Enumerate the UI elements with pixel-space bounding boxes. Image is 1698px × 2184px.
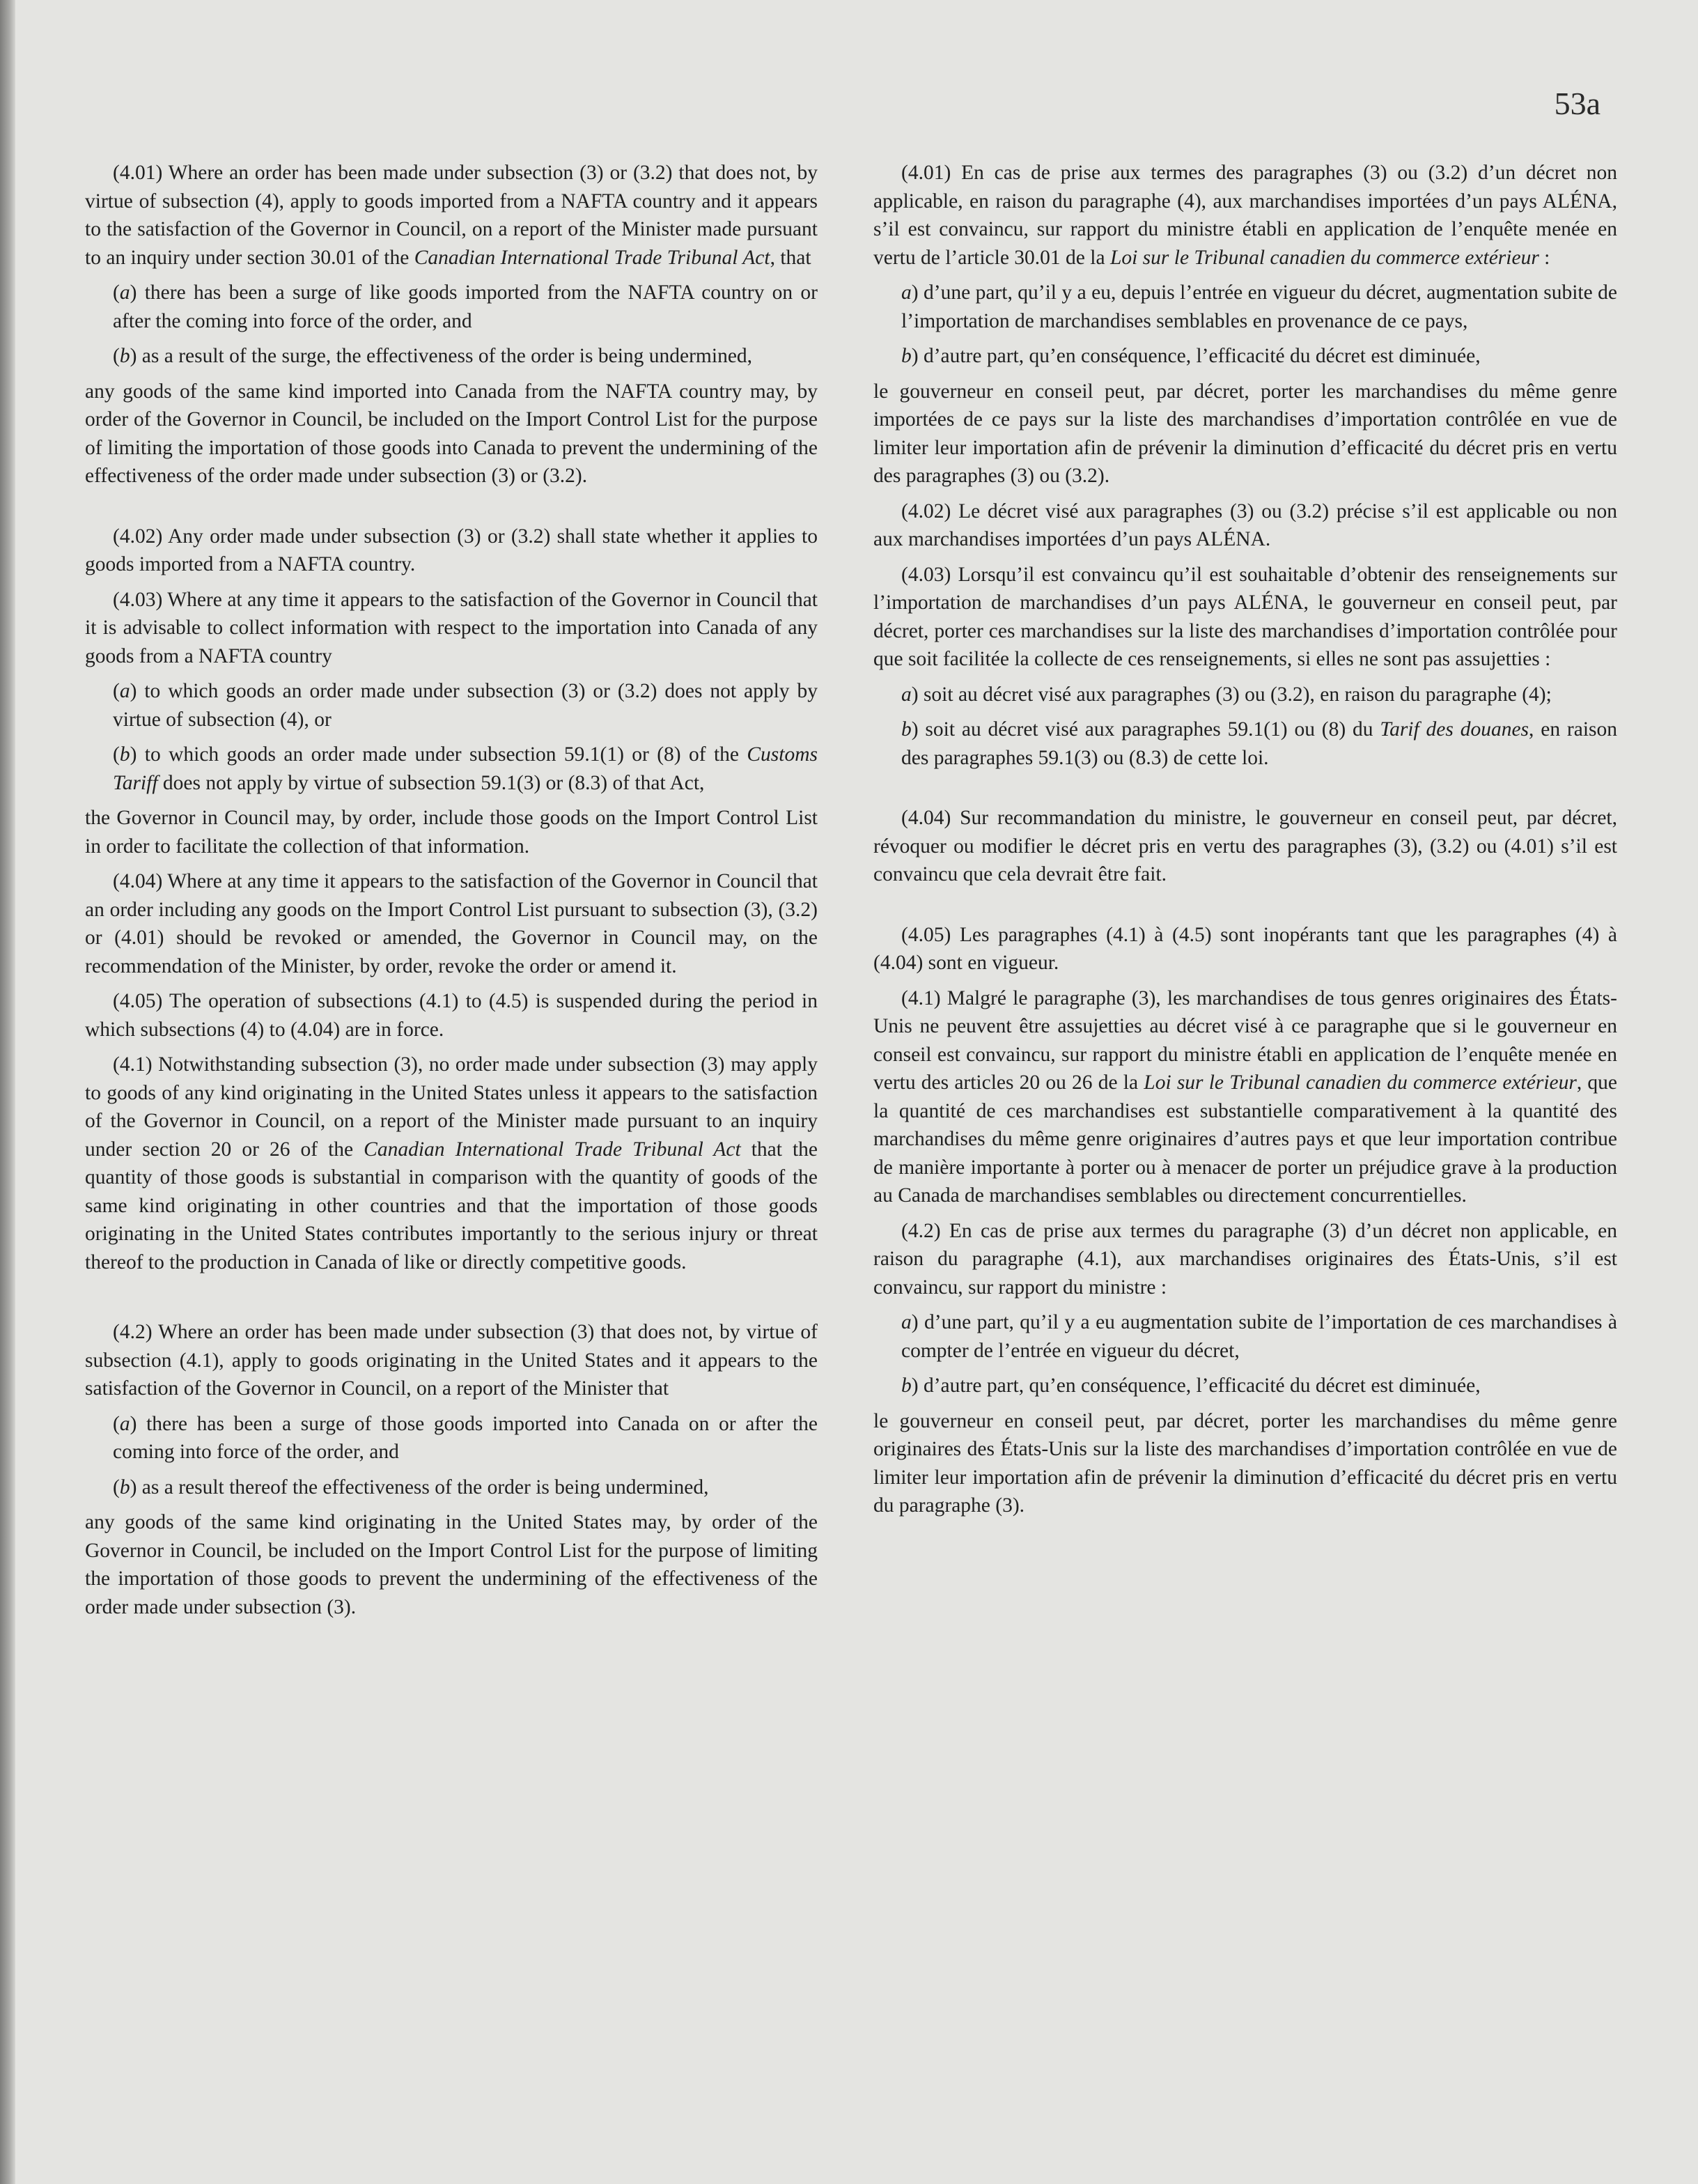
paragraph-4-02-fr: (4.02) Le décret visé aux paragraphes (3) ou (3.2) précise s’il est applicable ou non aux marchandises importées d’un pays ALÉNA.	[873, 499, 1617, 550]
closing-4-03-en: the Governor in Council may, by order, include those goods on the Import Control List in order to facilitate the collection of that information.	[85, 807, 818, 858]
paragraph-4-04-en: (4.04) Where at any time it appears to the satisfaction of the Governor in Council that an order including any goods on the Import Control List pursuant to subsection (3), (3.2) or (4.01) should be revoked or amended, the Governor in Council may, on the recommendation of the Minister, by order, revoke the order or amend it.	[85, 870, 818, 977]
paragraph-4-2-fr: (4.2) En cas de prise aux termes du paragraphe (3) d’un décret non applicable, en raison du paragraphe (4.1), aux marchandises originaires des États-Unis, s’il est convaincu, sur rapport du ministre :	[873, 1219, 1617, 1299]
item-4-03-b-en: (b) to which goods an order made under subsection 59.1(1) or (8) of the Customs Tariff does not apply by virtue of subsection 59.1(3) or (8.3) of that Act,	[113, 743, 818, 794]
spacer	[85, 1283, 818, 1318]
paragraph-4-04-fr: (4.04) Sur recommandation du ministre, le gouverneur en conseil peut, par décret, révoquer ou modifier le décret pris en vertu des paragraphes (3), (3.2) ou (4.01) s’il est convaincu que cela devrait être fait.	[873, 807, 1617, 885]
english-column	[85, 159, 818, 1628]
item-4-03-a-fr: a) soit au décret visé aux paragraphes (3) ou (3.2), en raison du paragraphe (4);	[901, 683, 1552, 706]
spacer	[873, 896, 1617, 921]
item-4-01-b-en: (b) as a result of the surge, the effectiveness of the order is being undermined,	[113, 345, 753, 367]
closing-4-2-fr: le gouverneur en conseil peut, par décret, porter les marchandises du même genre originaires des États-Unis sur la liste des marchandises d’importation contrôlée en vue de limiter leur importation afin de prévenir la diminution d’efficacité du décret pris en vertu du paragraphe (3).	[873, 1409, 1617, 1517]
paragraph-4-2-en: (4.2) Where an order has been made under subsection (3) that does not, by virtue of subsection (4.1), apply to goods originating in the United States and it appears to the satisfaction of the Governor in Council, on a report of the Minister that	[85, 1321, 818, 1400]
closing-4-2-en: any goods of the same kind originating in the United States may, by order of the Governor in Council, be included on the Import Control List for the purpose of limiting the importation of those goods to prevent the undermining of the effectiveness of the order made under subsection (3).	[85, 1511, 818, 1618]
french-column	[873, 159, 1617, 1527]
paragraph-4-1-en: (4.1) Notwithstanding subsection (3), no order made under subsection (3) may apply to goods of any kind originating in the United States unless it appears to the satisfaction of the Governor in Council, on a report of the Minister made pursuant to an inquiry under section 20 or 26 of the Canadian International Trade Tribunal Act that the quantity of those goods is substantial in comparison with the quantity of goods of the same kind originating in other countries and that the importation of those goods originating in the United States contributes importantly to the serious injury or threat thereof to the production in Canada of like or directly competitive goods.	[85, 1053, 818, 1273]
paragraph-4-03-en: (4.03) Where at any time it appears to the satisfaction of the Governor in Council that it is advisable to collect information with respect to the importation into Canada of any goods from a NAFTA country	[85, 588, 818, 667]
item-4-01-a-fr: a) d’une part, qu’il y a eu, depuis l’entrée en vigueur du décret, augmentation subite de l’importation de marchandises semblables en provenance de ce pays,	[901, 281, 1617, 332]
item-4-01-a-en: (a) there has been a surge of like goods imported from the NAFTA country on or after the coming into force of the order, and	[113, 281, 818, 332]
item-4-03-b-fr: b) soit au décret visé aux paragraphes 59.1(1) ou (8) du Tarif des douanes, en raison des paragraphes 59.1(3) ou (8.3) de cette loi.	[901, 718, 1618, 769]
paragraph-4-05-en: (4.05) The operation of subsections (4.1) to (4.5) is suspended during the period in which subsections (4) to (4.04) are in force.	[85, 990, 818, 1041]
item-4-2-b-fr: b) d’autre part, qu’en conséquence, l’efficacité du décret est diminuée,	[901, 1374, 1481, 1397]
paragraph-4-1-fr: (4.1) Malgré le paragraphe (3), les marchandises de tous genres originaires des États-Unis ne peuvent être assujetties au décret visé à ce paragraphe que si le gouverneur en conseil est convaincu, sur rapport du ministre établi en application de l’enquête menée en vertu des articles 20 ou 26 de la Loi sur le Tribunal canadien du commerce extérieur, que la quantité de ces marchandises est substantielle comparativement à la quantité des marchandises du même genre originaires d’autres pays et que leur importation contribue de manière importante à porter ou à menacer de porter un préjudice grave à la production au Canada de marchandises semblables ou directement concurrentielles.	[873, 986, 1618, 1207]
spacer	[873, 779, 1617, 804]
item-4-2-a-en: (a) there has been a surge of those goods imported into Canada on or after the coming into force of the order, and	[113, 1412, 818, 1463]
spacer	[85, 497, 818, 522]
item-4-03-a-en: (a) to which goods an order made under subsection (3) or (3.2) does not apply by virtue of subsection (4), or	[113, 680, 818, 731]
closing-4-01-fr: le gouverneur en conseil peut, par décret, porter les marchandises du même genre importées de ce pays sur la liste des marchandises d’importation contrôlée en vue de limiter leur importation afin de prévenir la diminution d’efficacité du décret pris en vertu des paragraphes (3) ou (3.2).	[873, 380, 1617, 487]
item-4-01-b-fr: b) d’autre part, qu’en conséquence, l’efficacité du décret est diminuée,	[901, 345, 1481, 367]
paragraph-4-05-fr: (4.05) Les paragraphes (4.1) à (4.5) sont inopérants tant que les paragraphes (4) à (4.04) sont en vigueur.	[873, 923, 1617, 974]
paragraph-4-01-fr: (4.01) En cas de prise aux termes des paragraphes (3) ou (3.2) d’un décret non applicable, en raison du paragraphe (4), aux marchandises importées d’un pays ALÉNA, s’il est convaincu, sur rapport du ministre établi en application de l’enquête menée en vertu de l’article 30.01 de la Loi sur le Tribunal canadien du commerce extérieur :	[873, 162, 1617, 269]
page-number: 53a	[1554, 86, 1600, 121]
binding-edge	[0, 0, 15, 2184]
paragraph-4-03-fr: (4.03) Lorsqu’il est convaincu qu’il est souhaitable d’obtenir des renseignements sur l’importation de marchandises d’un pays ALÉNA, le gouverneur en conseil peut, par décret, porter ces marchandises sur la liste des marchandises d’importation contrôlée pour que soit facilitée la collecte de ces renseignements, si elles ne sont pas assujetties :	[873, 563, 1617, 670]
closing-4-01-en: any goods of the same kind imported into Canada from the NAFTA country may, by order of the Governor in Council, be included on the Import Control List for the purpose of limiting the importation of those goods into Canada to prevent the undermining of the effectiveness of the order made under subsection (3) or (3.2).	[85, 380, 818, 487]
paragraph-4-02-en: (4.02) Any order made under subsection (3) or (3.2) shall state whether it applies to goods imported from a NAFTA country.	[85, 525, 818, 575]
item-4-2-a-fr: a) d’une part, qu’il y a eu augmentation subite de l’importation de ces marchandises à compter de l’entrée en vigueur du décret,	[901, 1311, 1617, 1362]
document-page	[15, 0, 1698, 2184]
item-4-2-b-en: (b) as a result thereof the effectiveness of the order is being undermined,	[113, 1476, 709, 1498]
paragraph-4-01-en: (4.01) Where an order has been made under subsection (3) or (3.2) that does not, by virtue of subsection (4), apply to goods imported from a NAFTA country and it appears to the satisfaction of the Governor in Council, on a report of the Minister made pursuant to an inquiry under section 30.01 of the Canadian International Trade Tribunal Act, that	[85, 162, 818, 269]
